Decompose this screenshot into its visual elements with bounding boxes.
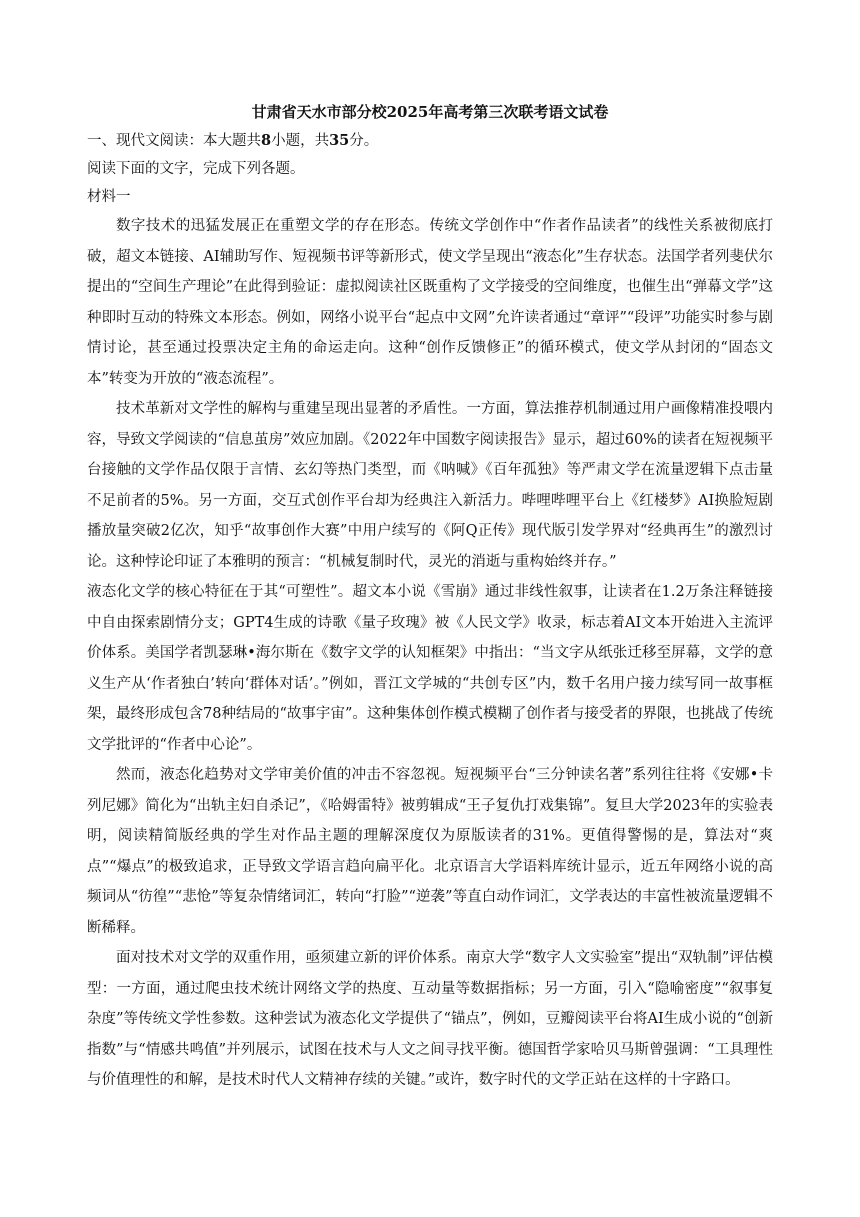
- section-heading: [87, 127, 773, 155]
- material-label: 材料一: [87, 189, 131, 205]
- section-heading-mid: 小题，共: [271, 133, 330, 149]
- exam-title: 甘肃省天水市部分校2025年高考第三次联考语文试卷: [251, 103, 609, 121]
- paragraph-2: 技术革新对文学性的解构与重建呈现出显著的矛盾性。一方面，算法推荐机制通过用户画像精准投喂内容，导致文学阅读的“信息茧房”效应加剧。《2022年中国数字阅读报告》显示，超过60%的读者在短视频平台接触的文学作品仅限于言情、玄幻等热门类型，而《呐喊》《百年孤独》等严肃文学在流量逻辑下点击量不足前者的5%。另一方面，交互式创作平台却为经典注入新活力。哔哩哔哩平台上《红楼梦》AI换脸短剧播放量突破2亿次，知乎“故事创作大赛”中用户续写的《阿Q正传》现代版引发学界对“经典再生”的激烈讨论。这种悖论印证了本雅明的预言：“机械复制时代，灵光的消逝与重构始终并存。”: [87, 401, 773, 570]
- paragraph-5: 面对技术对文学的双重作用，亟须建立新的评价体系。南京大学“数字人文实验室”提出“双轨制”评估模型：一方面，通过爬虫技术统计网络文学的热度、互动量等数据指标；另一方面，引入“隐喻密度”“叙事复杂度”等传统文学性参数。这种尝试为液态化文学提供了“锚点”，例如，豆瓣阅读平台将AI生成小说的“创新指数”与“情感共鸣值”并列展示，试图在技术与人文之间寻找平衡。德国哲学家哈贝马斯曾强调：“工具理性与价值理性的和解，是技术时代人文精神存续的关键。”或许，数字时代的文学正站在这样的十字路口。: [87, 950, 773, 1088]
- reading-instruction: 阅读下面的文字，完成下列各题。: [87, 161, 305, 177]
- paragraph-1: 数字技术的迅猛发展正在重塑文学的存在形态。传统文学创作中“作者作品读者”的线性关系被彻底打破，超文本链接、AI辅助写作、短视频书评等新形式，使文学呈现出“液态化”生存状态。法国学者列斐伏尔提出的“空间生产理论”在此得到验证：虚拟阅读社区既重构了文学接受的空间维度，也催生出“弹幕文学”这种即时互动的特殊文本形态。例如，网络小说平台“起点中文网”允许读者通过“章评”“段评”功能实时参与剧情讨论，甚至通过投票决定主角的命运走向。这种“创作反馈修正”的循环模式，使文学从封闭的“固态文本”转变为开放的“液态流程”。: [87, 218, 773, 387]
- question-count: 8: [261, 132, 272, 149]
- section-heading-prefix: 一、现代文阅读：本大题共: [87, 133, 261, 149]
- total-score: 35: [329, 132, 350, 149]
- section-heading-suffix: 分。: [349, 133, 379, 149]
- paragraph-3: 液态化文学的核心特征在于其“可塑性”。超文本小说《雪崩》通过非线性叙事，让读者在1.2万条注释链接中自由探索剧情分支；GPT4生成的诗歌《量子玫瑰》被《人民文学》收录，标志着AI文本开始进入主流评价体系。美国学者凯瑟琳•海尔斯在《数字文学的认知框架》中指出：“当文字从纸张迁移至屏幕，文学的意义生产从‘作者独白’转向‘群体对话’。”例如，晋江文学城的“共创专区”内，数千名用户接力续写同一故事框架，最终形成包含78种结局的“故事宇宙”。这种集体创作模式模糊了创作者与接受者的界限，也挑战了传统文学批评的“作者中心论”。: [87, 584, 773, 753]
- paragraph-4: 然而，液态化趋势对文学审美价值的冲击不容忽视。短视频平台“三分钟读名著”系列往往将《安娜•卡列尼娜》简化为“出轨主妇自杀记”，《哈姆雷特》被剪辑成“王子复仇打戏集锦”。复旦大学2023年的实验表明，阅读精简版经典的学生对作品主题的理解深度仅为原版读者的31%。更值得警惕的是，算法对“爽点”“爆点”的极致追求，正导致文学语言趋向扁平化。北京语言大学语料库统计显示，近五年网络小说的高频词从“彷徨”“悲怆”等复杂情绪词汇，转向“打脸”“逆袭”等直白动作词汇，文学表达的丰富性被流量逻辑不断稀释。: [87, 767, 773, 936]
